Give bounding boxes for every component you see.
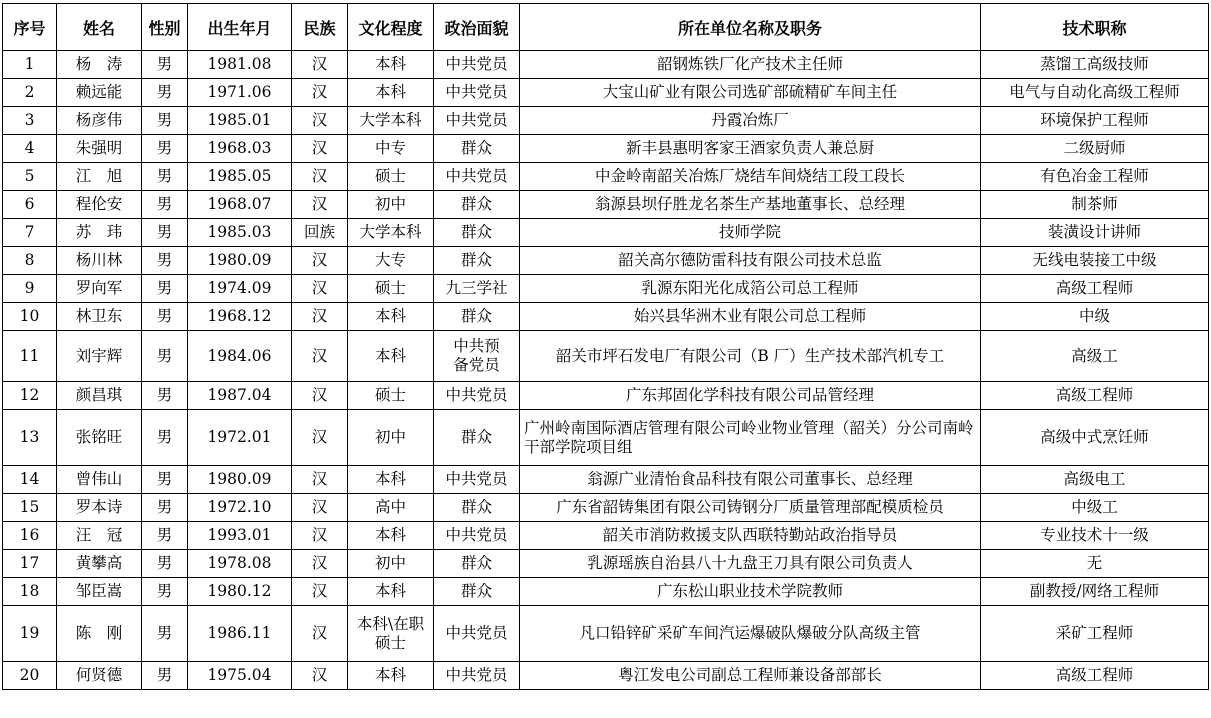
cell-ethnic: 汉 (292, 163, 348, 191)
cell-birth: 1974.09 (188, 275, 292, 303)
header-cell-education: 文化程度 (348, 4, 434, 51)
cell-title: 高级工 (981, 331, 1209, 382)
cell-birth: 1972.10 (188, 494, 292, 522)
cell-ethnic: 汉 (292, 247, 348, 275)
cell-birth: 1975.04 (188, 662, 292, 690)
cell-name: 曾伟山 (57, 466, 142, 494)
cell-name: 杨 涛 (57, 51, 142, 79)
cell-unit: 韶钢炼铁厂化产技术主任师 (520, 51, 981, 79)
cell-ethnic: 汉 (292, 550, 348, 578)
cell-no: 14 (3, 466, 57, 494)
cell-ethnic: 汉 (292, 275, 348, 303)
cell-political: 中共党员 (434, 662, 520, 690)
cell-no: 3 (3, 107, 57, 135)
cell-birth: 1968.03 (188, 135, 292, 163)
cell-political: 群众 (434, 247, 520, 275)
cell-ethnic: 汉 (292, 303, 348, 331)
cell-no: 5 (3, 163, 57, 191)
cell-political: 中共党员 (434, 522, 520, 550)
cell-sex: 男 (142, 51, 188, 79)
header-cell-title: 技术职称 (981, 4, 1209, 51)
cell-title: 有色冶金工程师 (981, 163, 1209, 191)
cell-name: 江 旭 (57, 163, 142, 191)
cell-education: 本科 (348, 51, 434, 79)
cell-name: 林卫东 (57, 303, 142, 331)
cell-name: 朱强明 (57, 135, 142, 163)
cell-birth: 1984.06 (188, 331, 292, 382)
cell-education: 大专 (348, 247, 434, 275)
table-row (3, 606, 1209, 662)
cell-education: 硕士 (348, 382, 434, 410)
cell-education: 本科\在职硕士 (348, 606, 434, 662)
cell-no: 17 (3, 550, 57, 578)
cell-title: 中级 (981, 303, 1209, 331)
cell-no: 4 (3, 135, 57, 163)
cell-birth: 1987.04 (188, 382, 292, 410)
cell-ethnic: 汉 (292, 331, 348, 382)
cell-sex: 男 (142, 163, 188, 191)
header-cell-no: 序号 (3, 4, 57, 51)
cell-name: 汪 冠 (57, 522, 142, 550)
table-row (3, 163, 1209, 191)
cell-political: 群众 (434, 135, 520, 163)
cell-sex: 男 (142, 275, 188, 303)
cell-unit: 技师学院 (520, 219, 981, 247)
table-row (3, 494, 1209, 522)
cell-unit: 乳源东阳光化成箔公司总工程师 (520, 275, 981, 303)
cell-name: 苏 玮 (57, 219, 142, 247)
cell-political: 九三学社 (434, 275, 520, 303)
cell-no: 2 (3, 79, 57, 107)
cell-political: 中共预备党员 (434, 331, 520, 382)
cell-sex: 男 (142, 606, 188, 662)
personnel-table (2, 3, 1209, 690)
cell-name: 杨彦伟 (57, 107, 142, 135)
cell-title: 无 (981, 550, 1209, 578)
table-row (3, 522, 1209, 550)
cell-no: 10 (3, 303, 57, 331)
cell-title: 高级电工 (981, 466, 1209, 494)
cell-name: 陈 刚 (57, 606, 142, 662)
cell-political: 群众 (434, 578, 520, 606)
cell-unit: 大宝山矿业有限公司选矿部硫精矿车间主任 (520, 79, 981, 107)
cell-name: 颜昌琪 (57, 382, 142, 410)
table-row (3, 135, 1209, 163)
cell-unit: 广东松山职业技术学院教师 (520, 578, 981, 606)
cell-birth: 1985.05 (188, 163, 292, 191)
table-row (3, 51, 1209, 79)
cell-title: 无线电装接工中级 (981, 247, 1209, 275)
header-cell-ethnic: 民族 (292, 4, 348, 51)
cell-title: 电气与自动化高级工程师 (981, 79, 1209, 107)
cell-birth: 1971.06 (188, 79, 292, 107)
cell-education: 大学本科 (348, 219, 434, 247)
cell-birth: 1980.09 (188, 247, 292, 275)
cell-name: 何贤德 (57, 662, 142, 690)
cell-name: 罗向军 (57, 275, 142, 303)
cell-name: 黄攀高 (57, 550, 142, 578)
table-row (3, 79, 1209, 107)
cell-title: 制茶师 (981, 191, 1209, 219)
cell-name: 杨川林 (57, 247, 142, 275)
cell-ethnic: 汉 (292, 51, 348, 79)
cell-education: 本科 (348, 522, 434, 550)
cell-title: 专业技术十一级 (981, 522, 1209, 550)
cell-sex: 男 (142, 303, 188, 331)
cell-no: 1 (3, 51, 57, 79)
cell-political: 中共党员 (434, 466, 520, 494)
cell-birth: 1968.07 (188, 191, 292, 219)
cell-unit: 粤江发电公司副总工程师兼设备部部长 (520, 662, 981, 690)
cell-unit: 韶关市消防救援支队西联特勤站政治指导员 (520, 522, 981, 550)
cell-education: 中专 (348, 135, 434, 163)
cell-unit: 中金岭南韶关冶炼厂烧结车间烧结工段工段长 (520, 163, 981, 191)
cell-ethnic: 汉 (292, 79, 348, 107)
cell-political: 中共党员 (434, 606, 520, 662)
cell-birth: 1968.12 (188, 303, 292, 331)
cell-education: 高中 (348, 494, 434, 522)
cell-unit: 乳源瑶族自治县八十九盘王刀具有限公司负责人 (520, 550, 981, 578)
cell-ethnic: 汉 (292, 410, 348, 466)
cell-political: 群众 (434, 550, 520, 578)
cell-sex: 男 (142, 331, 188, 382)
cell-no: 19 (3, 606, 57, 662)
cell-ethnic: 汉 (292, 135, 348, 163)
cell-birth: 1980.09 (188, 466, 292, 494)
cell-birth: 1981.08 (188, 51, 292, 79)
cell-unit: 韶关高尔德防雷科技有限公司技术总监 (520, 247, 981, 275)
table-row (3, 275, 1209, 303)
cell-unit: 新丰县惠明客家王酒家负责人兼总厨 (520, 135, 981, 163)
cell-unit: 翁源县坝仔胜龙名茶生产基地董事长、总经理 (520, 191, 981, 219)
cell-sex: 男 (142, 382, 188, 410)
cell-ethnic: 汉 (292, 522, 348, 550)
table-row (3, 466, 1209, 494)
table-row (3, 107, 1209, 135)
header-cell-sex: 性别 (142, 4, 188, 51)
cell-ethnic: 汉 (292, 382, 348, 410)
cell-sex: 男 (142, 191, 188, 219)
cell-education: 硕士 (348, 275, 434, 303)
header-cell-name: 姓名 (57, 4, 142, 51)
cell-unit: 翁源广业清怡食品科技有限公司董事长、总经理 (520, 466, 981, 494)
cell-title: 二级厨师 (981, 135, 1209, 163)
cell-political: 中共党员 (434, 51, 520, 79)
cell-birth: 1972.01 (188, 410, 292, 466)
cell-title: 高级工程师 (981, 662, 1209, 690)
cell-sex: 男 (142, 247, 188, 275)
cell-name: 赖远能 (57, 79, 142, 107)
header-cell-birth: 出生年月 (188, 4, 292, 51)
cell-political: 中共党员 (434, 382, 520, 410)
cell-unit: 广东邦固化学科技有限公司品管经理 (520, 382, 981, 410)
cell-sex: 男 (142, 466, 188, 494)
cell-sex: 男 (142, 219, 188, 247)
cell-political: 中共党员 (434, 79, 520, 107)
cell-title: 高级工程师 (981, 275, 1209, 303)
cell-education: 初中 (348, 550, 434, 578)
cell-sex: 男 (142, 410, 188, 466)
cell-birth: 1985.01 (188, 107, 292, 135)
cell-education: 本科 (348, 466, 434, 494)
table-row (3, 578, 1209, 606)
header-row (3, 4, 1209, 51)
cell-name: 罗本诗 (57, 494, 142, 522)
cell-education: 本科 (348, 303, 434, 331)
cell-no: 11 (3, 331, 57, 382)
table-row (3, 247, 1209, 275)
cell-title: 采矿工程师 (981, 606, 1209, 662)
cell-education: 硕士 (348, 163, 434, 191)
table-row (3, 382, 1209, 410)
table-row (3, 410, 1209, 466)
cell-birth: 1993.01 (188, 522, 292, 550)
cell-title: 高级工程师 (981, 382, 1209, 410)
cell-ethnic: 汉 (292, 107, 348, 135)
cell-ethnic: 汉 (292, 466, 348, 494)
cell-political: 群众 (434, 410, 520, 466)
cell-education: 本科 (348, 79, 434, 107)
cell-name: 程伦安 (57, 191, 142, 219)
cell-title: 环境保护工程师 (981, 107, 1209, 135)
cell-unit: 广东省韶铸集团有限公司铸钢分厂质量管理部配模质检员 (520, 494, 981, 522)
cell-education: 初中 (348, 191, 434, 219)
cell-no: 8 (3, 247, 57, 275)
cell-education: 初中 (348, 410, 434, 466)
cell-no: 20 (3, 662, 57, 690)
header-cell-political: 政治面貌 (434, 4, 520, 51)
cell-sex: 男 (142, 522, 188, 550)
cell-sex: 男 (142, 662, 188, 690)
table-row (3, 191, 1209, 219)
cell-title: 副教授/网络工程师 (981, 578, 1209, 606)
cell-sex: 男 (142, 578, 188, 606)
cell-no: 6 (3, 191, 57, 219)
cell-name: 张铭旺 (57, 410, 142, 466)
cell-education: 本科 (348, 578, 434, 606)
cell-title: 高级中式烹饪师 (981, 410, 1209, 466)
cell-no: 15 (3, 494, 57, 522)
table-body (3, 51, 1209, 690)
cell-political: 中共党员 (434, 107, 520, 135)
cell-name: 邹臣嵩 (57, 578, 142, 606)
cell-political: 群众 (434, 191, 520, 219)
cell-education: 本科 (348, 662, 434, 690)
cell-ethnic: 回族 (292, 219, 348, 247)
cell-unit: 广州岭南国际酒店管理有限公司岭业物业管理（韶关）分公司南岭干部学院项目组 (520, 410, 981, 466)
table-row (3, 662, 1209, 690)
cell-political: 群众 (434, 494, 520, 522)
cell-no: 12 (3, 382, 57, 410)
cell-sex: 男 (142, 107, 188, 135)
cell-ethnic: 汉 (292, 606, 348, 662)
cell-political: 群众 (434, 303, 520, 331)
cell-name: 刘宇辉 (57, 331, 142, 382)
cell-title: 中级工 (981, 494, 1209, 522)
cell-unit: 始兴县华洲木业有限公司总工程师 (520, 303, 981, 331)
cell-no: 9 (3, 275, 57, 303)
cell-birth: 1986.11 (188, 606, 292, 662)
table-row (3, 331, 1209, 382)
cell-birth: 1980.12 (188, 578, 292, 606)
cell-ethnic: 汉 (292, 191, 348, 219)
cell-education: 大学本科 (348, 107, 434, 135)
cell-education: 本科 (348, 331, 434, 382)
header-cell-unit: 所在单位名称及职务 (520, 4, 981, 51)
cell-sex: 男 (142, 135, 188, 163)
cell-birth: 1985.03 (188, 219, 292, 247)
cell-sex: 男 (142, 550, 188, 578)
cell-ethnic: 汉 (292, 494, 348, 522)
cell-ethnic: 汉 (292, 662, 348, 690)
cell-ethnic: 汉 (292, 578, 348, 606)
cell-title: 装潢设计讲师 (981, 219, 1209, 247)
cell-no: 18 (3, 578, 57, 606)
cell-sex: 男 (142, 79, 188, 107)
table-row (3, 550, 1209, 578)
cell-political: 群众 (434, 219, 520, 247)
cell-no: 13 (3, 410, 57, 466)
cell-title: 蒸馏工高级技师 (981, 51, 1209, 79)
cell-no: 16 (3, 522, 57, 550)
table-row (3, 303, 1209, 331)
cell-no: 7 (3, 219, 57, 247)
cell-unit: 丹霞冶炼厂 (520, 107, 981, 135)
table-row (3, 219, 1209, 247)
cell-political: 中共党员 (434, 163, 520, 191)
cell-sex: 男 (142, 494, 188, 522)
cell-unit: 凡口铅锌矿采矿车间汽运爆破队爆破分队高级主管 (520, 606, 981, 662)
cell-unit: 韶关市坪石发电厂有限公司（B 厂）生产技术部汽机专工 (520, 331, 981, 382)
cell-birth: 1978.08 (188, 550, 292, 578)
